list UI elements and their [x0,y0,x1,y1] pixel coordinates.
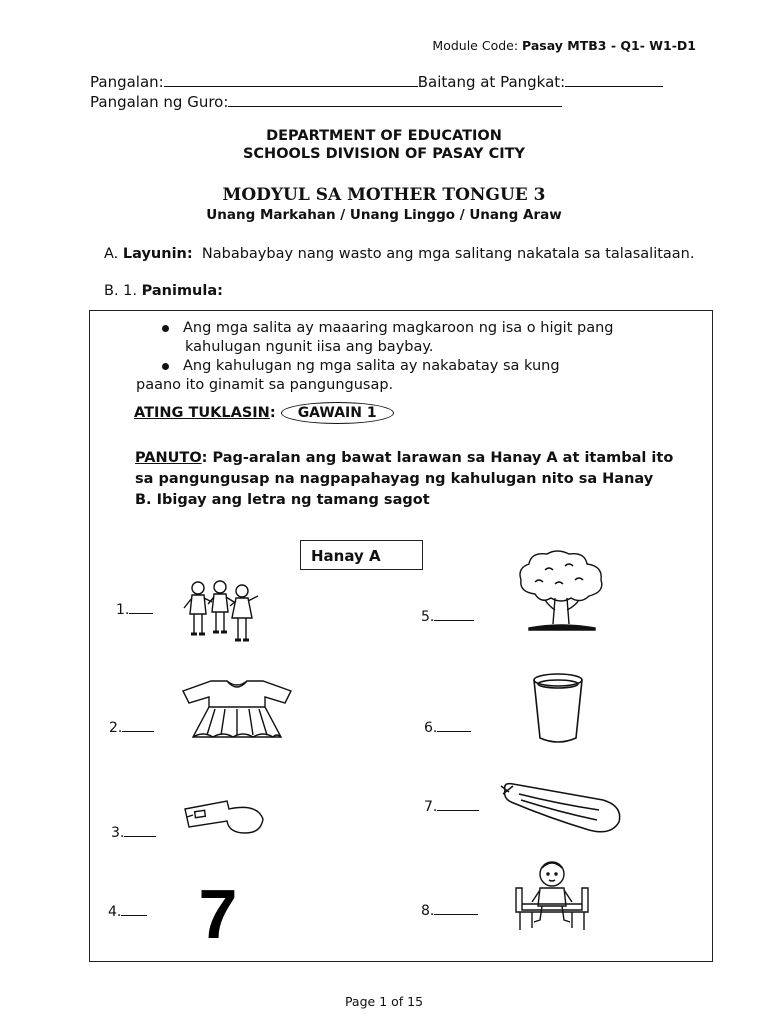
dress-icon [181,677,293,739]
pangalan-blank[interactable] [164,72,418,87]
answer-blank[interactable] [122,718,154,732]
item-6 [424,718,471,736]
guro-label: Pangalan ng Guro: [90,93,229,111]
answer-blank[interactable] [437,718,471,732]
glass-icon [530,670,586,744]
objective-letter: A. [104,246,119,262]
module-code [432,38,696,53]
panuto-line3: B. Ibigay ang letra ng tamang sagot [135,492,430,508]
answer-blank[interactable] [434,607,474,621]
activity-heading [134,405,394,421]
pangalan-label: Pangalan: [90,73,164,91]
answer-blank[interactable] [434,901,478,915]
intro [104,283,223,299]
page-number: Page 1 of 15 [344,994,424,1009]
department-heading: DEPARTMENT OF EDUCATION [266,128,502,144]
item-2 [109,718,154,736]
panuto [135,448,673,511]
module-subtitle: Unang Markahan / Unang Linggo / Unang Araw [206,207,562,223]
item-number: 2. [109,720,123,736]
item-number: 1. [116,602,130,618]
objective-label: Layunin: [122,246,193,262]
gawain-badge: GAWAIN 1 [281,402,394,424]
answer-blank[interactable] [437,797,479,811]
item-number: 3. [111,825,125,841]
division-heading: SCHOOLS DIVISION OF PASAY CITY [242,146,526,162]
bullet-2 [162,357,560,376]
baitang-label: Baitang at Pangkat: [417,73,566,91]
bullet-2-cont: paano ito ginamit sa pangungusap. [136,377,394,393]
name-row [90,72,663,91]
number-seven [196,875,240,953]
bullet-2-line1: Ang kahulugan ng mga salita ay nakabatay sa kung [183,358,560,374]
panuto-line2: sa pangungusap na nagpapahayag ng kahulugan nito sa Hanay [135,471,654,487]
squash-icon [499,780,625,836]
item-3 [111,823,156,841]
answer-blank[interactable] [129,600,153,614]
children-icon [182,578,260,644]
panuto-label: PANUTO [135,450,202,466]
item-1 [116,600,153,618]
bullet-dot [162,325,169,332]
activity-label: ATING TUKLASIN [134,405,270,421]
seven-glyph: 7 [198,875,238,953]
item-8 [421,901,478,919]
item-number: 4. [108,904,122,920]
item-number: 8. [421,903,435,919]
module-code-label: Module Code: [432,38,523,53]
bullet-dot [162,363,169,370]
objective [104,245,706,263]
bullet-1-line1: Ang mga salita ay maaaring magkaroon ng isa o higit pang [183,320,614,336]
answer-blank[interactable] [124,823,156,837]
panuto-line1: : Pag-aralan ang bawat larawan sa Hanay A at itambal ito [201,450,674,466]
guro-blank[interactable] [228,92,562,107]
answer-blank[interactable] [121,902,147,916]
bullet-1-cont: kahulugan ngunit iisa ang baybay. [185,339,434,355]
item-4 [108,902,147,920]
item-number: 5. [421,609,435,625]
baitang-blank[interactable] [565,72,663,87]
module-title: MODYUL SA MOTHER TONGUE 3 [222,185,546,205]
item-7 [424,797,479,815]
item-number: 6. [424,720,438,736]
boy-on-bench-icon [514,858,590,932]
activity-colon: : [269,405,276,421]
whistle-icon [183,797,267,835]
item-5 [421,607,474,625]
bullet-1 [162,319,614,338]
module-code-value: Pasay MTB3 - Q1- W1-D1 [522,38,696,53]
tree-icon [515,550,607,632]
hanay-a-label: Hanay A [300,540,423,570]
item-number: 7. [424,799,438,815]
intro-label: Panimula: [141,283,223,299]
objective-text: Nababaybay nang wasto ang mga salitang nakatala sa talasalitaan. [201,246,695,262]
intro-prefix: B. 1. [104,283,138,299]
guro-row [90,92,562,111]
